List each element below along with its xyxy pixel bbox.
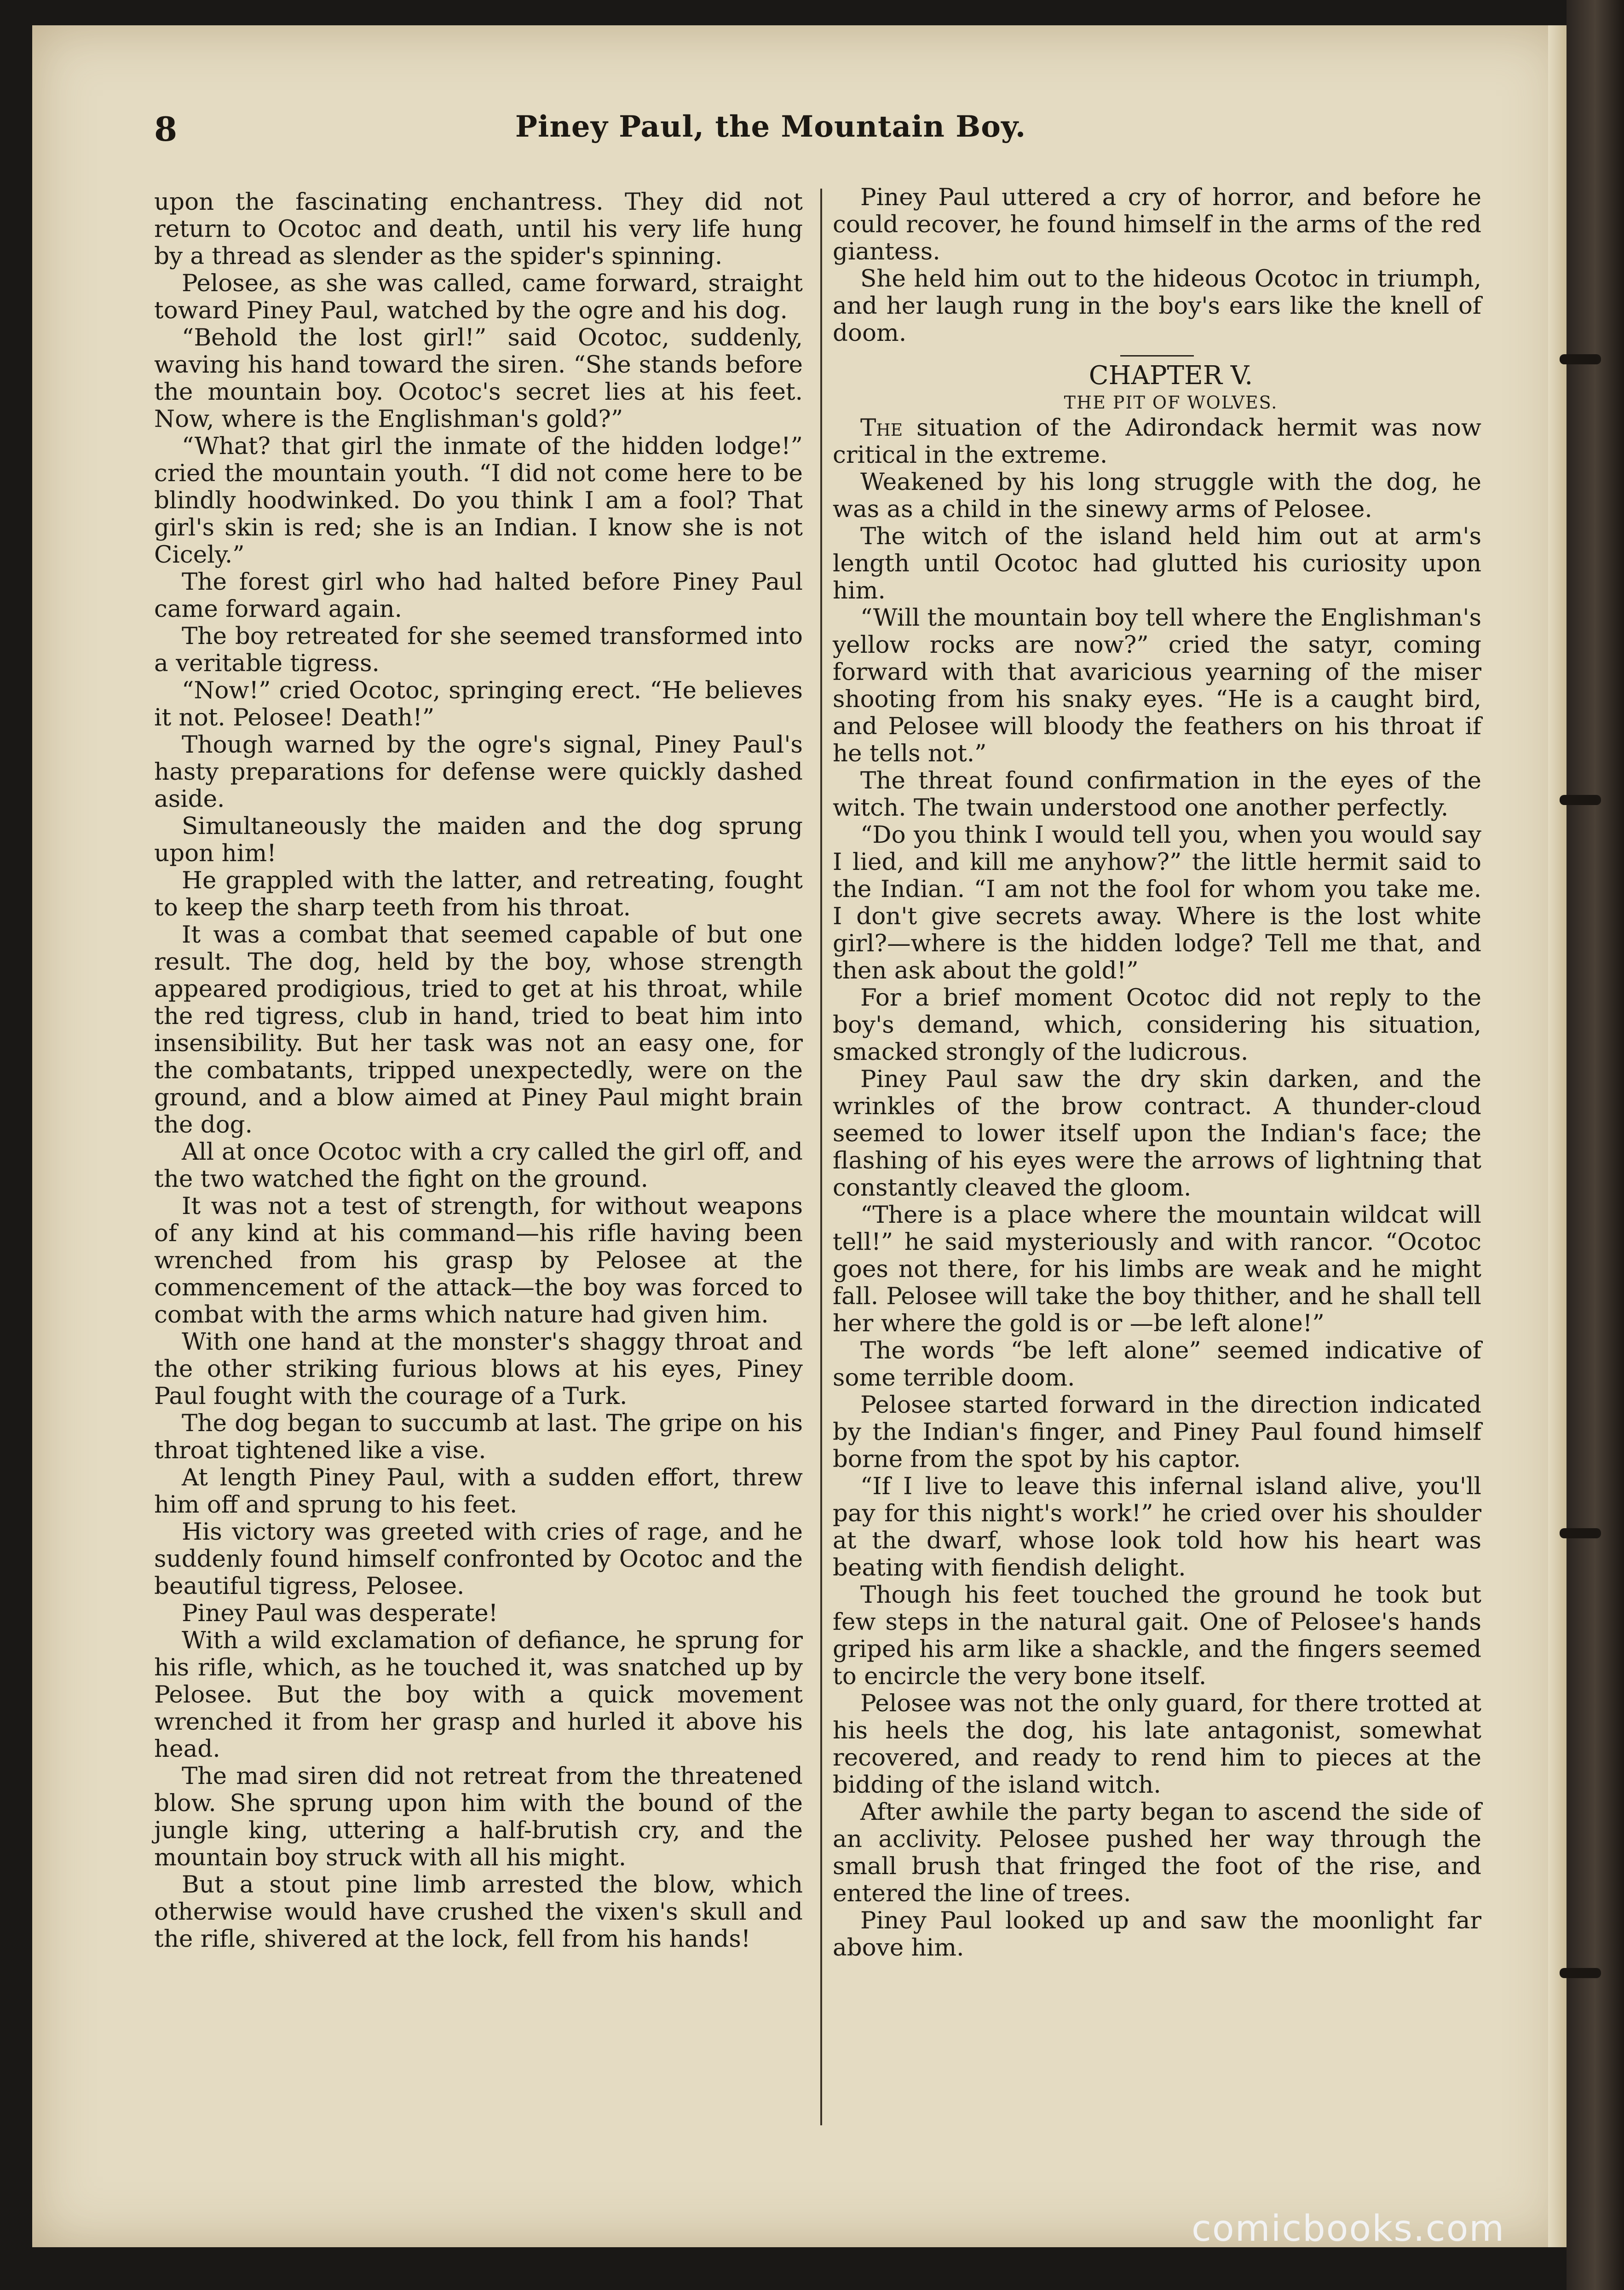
left-column (154, 189, 803, 1953)
paragraph: “Do you think I would tell you, when you would say I lied, and kill me anyhow?” the little hermit said to the Indian. “I am not the fool for whom you take me. I don't give secrets away. Where is the lost white girl?—where is the hidden lodge? Tell me that, and then ask about the gold!” (833, 821, 1481, 984)
chapter-first-paragraph-text: situation of the Adirondack hermit was now critical in the extreme. (833, 414, 1481, 469)
paragraph: “If I live to leave this infernal island alive, you'll pay for this night's work!” he cried over his shoulder at the dwarf, whose look told how his heart was beating with fiendish delight. (833, 1473, 1481, 1582)
right-column (833, 184, 1481, 1962)
paragraph: Pelosee started forward in the direction indicated by the Indian's finger, and Piney Paul found himself borne from the spot by his captor. (833, 1391, 1481, 1473)
paragraph: With a wild exclamation of defiance, he sprung for his rifle, which, as he touched it, was snatched up by Pelosee. But the boy with a quick movement wrenched it from her grasp and hurled it above his head. (154, 1627, 803, 1763)
paragraph: Simultaneously the maiden and the dog sprung upon him! (154, 812, 803, 867)
paragraph: “Will the mountain boy tell where the Englishman's yellow rocks are now?” cried the satyr, coming forward with that avaricious yearning of the miser shooting from his snaky eyes. “He is a caught bird, and Pelosee will bloody the feathers on his throat if he tells not.” (833, 604, 1481, 767)
binding-staple (1560, 1968, 1601, 1978)
paragraph: All at once Ocotoc with a cry called the girl off, and the two watched the fight on the ground. (154, 1138, 803, 1193)
paragraph: Weakened by his long struggle with the dog, he was as a child in the sinewy arms of Pelosee. (833, 468, 1481, 523)
paragraph: After awhile the party began to ascend the side of an acclivity. Pelosee pushed her way through the small brush that fringed the foot of the rise, and entered the line of trees. (833, 1798, 1481, 1907)
paragraph: Piney Paul looked up and saw the moonlight far above him. (833, 1907, 1481, 1962)
binding-staple (1560, 1528, 1601, 1538)
paragraph: She held him out to the hideous Ocotoc in triumph, and her laugh rung in the boy's ears like the knell of doom. (833, 265, 1481, 347)
chapter-heading: CHAPTER V. (1088, 361, 1253, 391)
paragraph: The boy retreated for she seemed transformed into a veritable tigress. (154, 622, 803, 677)
paragraph: With one hand at the monster's shaggy throat and the other striking furious blows at his eyes, Piney Paul fought with the courage of a Turk. (154, 1328, 803, 1410)
running-title: Piney Paul, the Mountain Boy. (515, 109, 1026, 144)
paragraph: Pelosee, as she was called, came forward, straight toward Piney Paul, watched by the ogre and his dog. (154, 270, 803, 324)
paragraph: Pelosee was not the only guard, for there trotted at his heels the dog, his late antagonist, somewhat recovered, and ready to rend him to pieces at the bidding of the island witch. (833, 1690, 1481, 1799)
paragraph: Piney Paul was desperate! (182, 1600, 498, 1627)
paragraph: The forest girl who had halted before Piney Paul came forward again. (154, 568, 803, 623)
paragraph: He grappled with the latter, and retreating, fought to keep the sharp teeth from his throat. (154, 867, 803, 921)
paragraph: It was a combat that seemed capable of but one result. The dog, held by the boy, whose strength appeared prodigious, tried to get at his throat, while the red tigress, club in hand, tried to beat him into insensibility. But her task was not an easy one, for the combatants, tripped unexpectedly, were on the ground, and a blow aimed at Piney Paul might brain the dog. (154, 921, 803, 1139)
paragraph: upon the fascinating enchantress. They did not return to Ocotoc and death, until his very life hung by a thread as slender as the spider's spinning. (154, 188, 803, 270)
column-divider (820, 189, 822, 2125)
paragraph: For a brief moment Ocotoc did not reply to the boy's demand, which, considering his situation, smacked strongly of the ludicrous. (833, 984, 1481, 1066)
chapter-divider-line (1120, 355, 1194, 357)
binding-staple (1560, 354, 1601, 364)
paragraph: His victory was greeted with cries of rage, and he suddenly found himself confronted by Ocotoc and the beautiful tigress, Pelosee. (154, 1518, 803, 1600)
paragraph: “Behold the lost girl!” said Ocotoc, suddenly, waving his hand toward the siren. “She stands before the mountain boy. Ocotoc's secret lies at his feet. Now, where is the Englishman's gold?” (154, 324, 803, 433)
chapter-first-paragraph (833, 414, 1481, 469)
paragraph: The witch of the island held him out at arm's length until Ocotoc had glutted his curiosity upon him. (833, 523, 1481, 604)
page-header (117, 109, 1424, 160)
paragraph: Piney Paul saw the dry skin darken, and the wrinkles of the brow contract. A thunder-cloud seemed to lower itself upon the Indian's face; the flashing of his eyes were the arrows of lightning that constantly cleaved the gloom. (833, 1065, 1481, 1202)
paragraph: Piney Paul uttered a cry of horror, and before he could recover, he found himself in the arms of the red giantess. (833, 184, 1481, 265)
paragraph: “What? that girl the inmate of the hidden lodge!” cried the mountain youth. “I did not come here to be blindly hoodwinked. Do you think I am a fool? That girl's skin is red; she is an Indian. I know she is not Cicely.” (154, 432, 803, 569)
paragraph: It was not a test of strength, for without weapons of any kind at his command—his rifle having been wrenched from his grasp by Pelosee at the commencement of the attack—the boy was forced to combat with the arms which nature had given him. (154, 1192, 803, 1329)
right-column-after-chapter (833, 469, 1481, 1962)
paragraph: Though his feet touched the ground he took but few steps in the natural gait. One of Pelosee's hands griped his arm like a shackle, and the fingers seemed to encircle the very bone itself. (833, 1581, 1481, 1690)
right-column-before-chapter (833, 184, 1481, 347)
page-number: 8 (154, 109, 178, 149)
paragraph: But a stout pine limb arrested the blow, which otherwise would have crushed the vixen's skull and the rifle, shivered at the lock, fell from his hands! (154, 1871, 803, 1953)
paragraph: The threat found confirmation in the eyes of the witch. The twain understood one another perfectly. (833, 767, 1481, 822)
paragraph: Though warned by the ogre's signal, Piney Paul's hasty preparations for defense were quickly dashed aside. (154, 731, 803, 813)
chapter-subtitle: THE PIT OF WOLVES. (1064, 392, 1278, 413)
paragraph: “Now!” cried Ocotoc, springing erect. “He believes it not. Pelosee! Death!” (154, 677, 803, 731)
book-spine (1566, 0, 1624, 2290)
paragraph: At length Piney Paul, with a sudden effort, threw him off and sprung to his feet. (154, 1464, 803, 1519)
chapter-first-word: The (860, 414, 903, 442)
watermark: comicbooks.com (1192, 2208, 1505, 2250)
paragraph: The dog began to succumb at last. The gripe on his throat tightened like a vise. (154, 1410, 803, 1464)
paragraph: The words “be left alone” seemed indicative of some terrible doom. (833, 1337, 1481, 1392)
paragraph: The mad siren did not retreat from the threatened blow. She sprung upon him with the bound of the jungle king, uttering a half-brutish cry, and the mountain boy struck with all his might. (154, 1762, 803, 1871)
paragraph: “There is a place where the mountain wildcat will tell!” he said mysteriously and with rancor. “Ocotoc goes not there, for his limbs are weak and he might fall. Pelosee will take the boy thither, and he shall tell her where the gold is or —be left alone!” (833, 1201, 1481, 1337)
binding-staple (1560, 795, 1601, 805)
